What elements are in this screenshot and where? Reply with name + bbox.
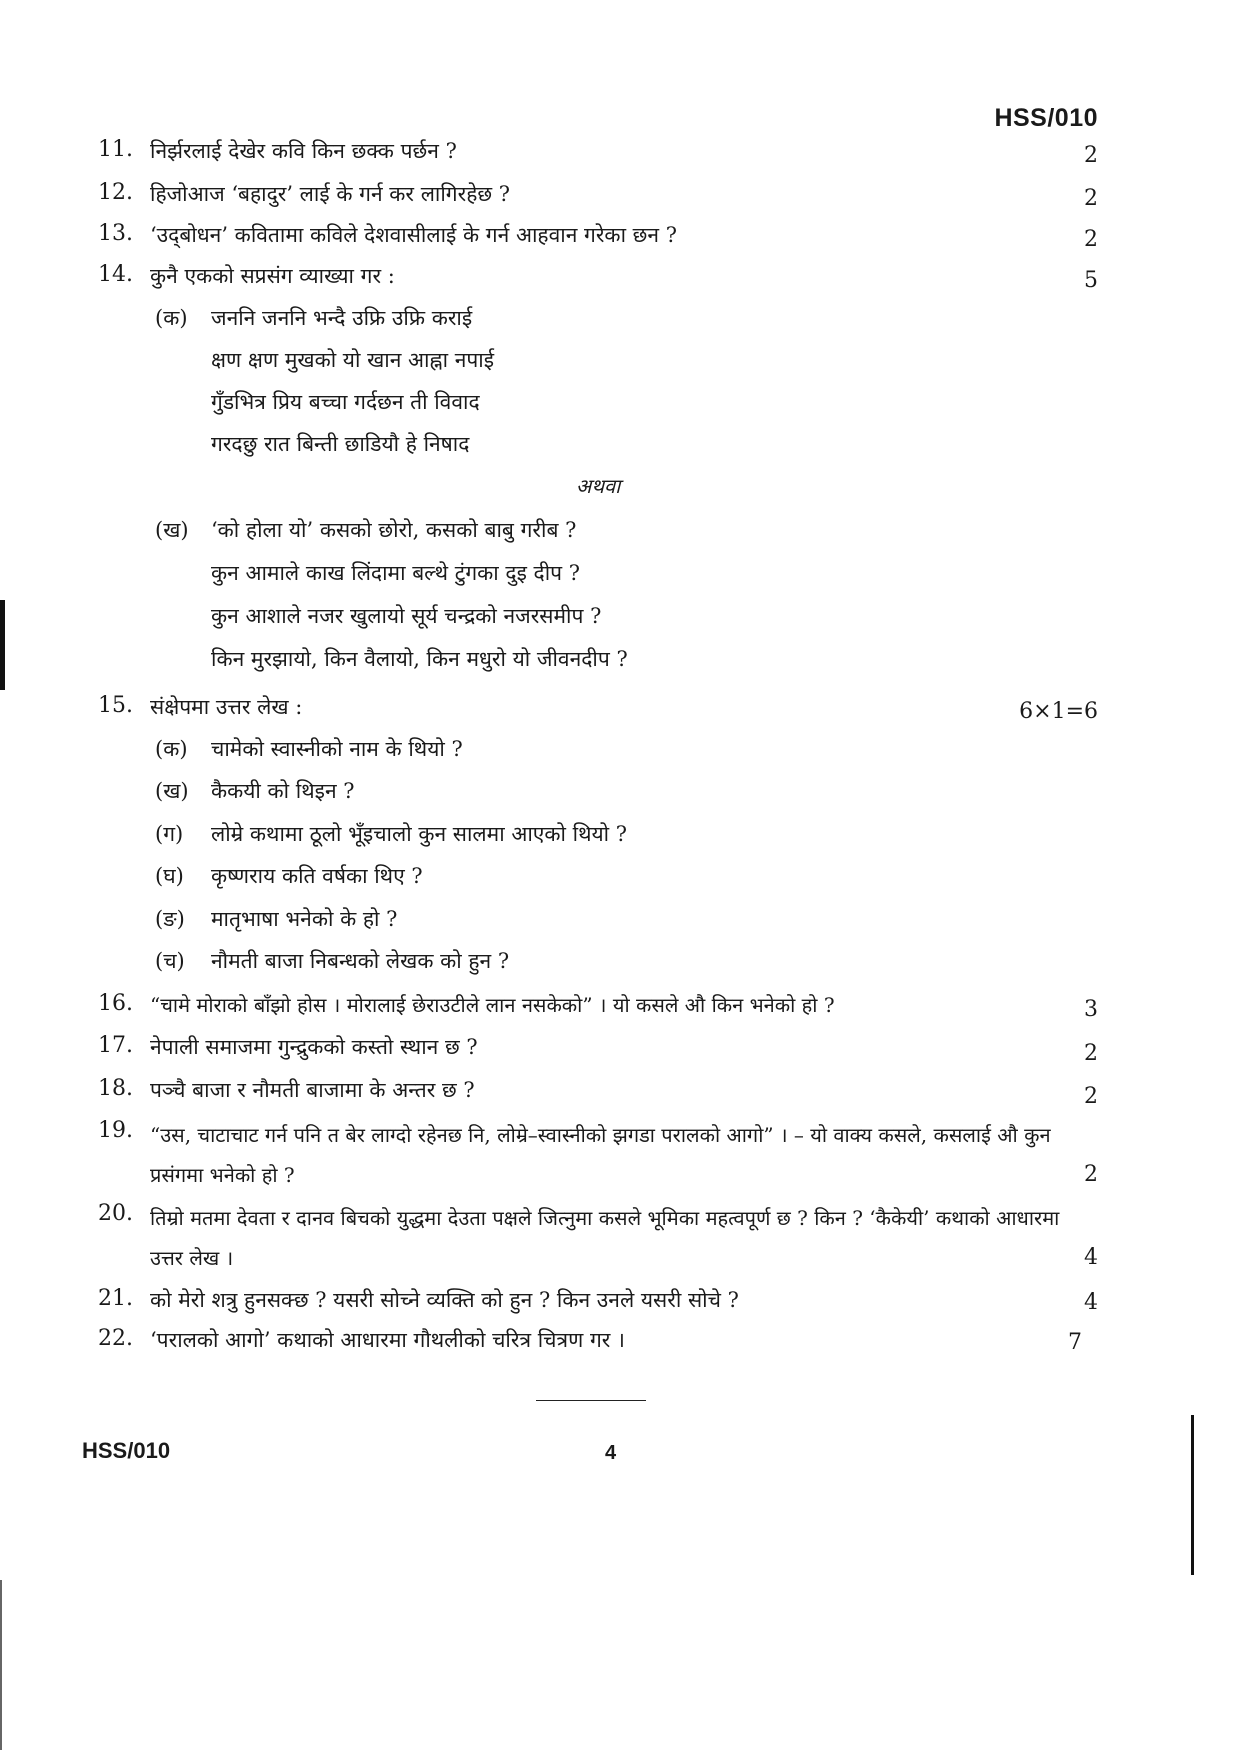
question-text: पञ्चै बाजा र नौमती बाजामा के अन्तर छ ? [150, 1078, 475, 1102]
question-14 [0, 259, 1240, 299]
question-marks: 2 [1084, 1084, 1098, 1109]
question-number: 19. [98, 1118, 133, 1143]
verse-line: कुन आमाले काख लिंदामा बल्थे टुंगका दुइ दीप ? [211, 561, 581, 585]
question-text: ‘उद्‌बोधन’ कवितामा कविले देशवासीलाई के गर्न आहवान गरेका छन ? [150, 223, 677, 247]
question-text: तिम्रो मतमा देवता र दानव बिचको युद्धमा देउता पक्षले जित्नुमा कसले भूमिका महत्वपूर्ण छ ? किन ? ‘कैकेयी’ कथाको आधारमा उत्तर लेख । [150, 1206, 1060, 1270]
question-text: ‘परालको आगो’ कथाको आधारमा गौथलीको चरित्र चित्रण गर । [150, 1328, 625, 1352]
question-19 [0, 1115, 1240, 1199]
question-marks: 2 [1084, 143, 1098, 168]
q15-sub-ga [155, 818, 1055, 858]
q15-sub-kha [155, 775, 1055, 815]
question-22 [0, 1323, 1240, 1363]
question-number: 12. [98, 180, 133, 205]
paper-code-footer: HSS/010 [82, 1438, 171, 1463]
question-13 [0, 218, 1240, 258]
question-marks: 4 [1084, 1290, 1098, 1315]
question-number: 13. [98, 221, 133, 246]
scan-edge-mark [0, 1580, 2, 1750]
q15-sub-cha [155, 945, 1055, 985]
question-marks: 2 [1084, 1041, 1098, 1066]
question-number: 11. [98, 137, 133, 162]
end-rule [536, 1400, 646, 1401]
verse-line: गरदछु रात बिन्ती छाडियौ हे निषाद [211, 432, 470, 456]
question-number: 17. [98, 1033, 133, 1058]
option-label: (ङ) [155, 907, 185, 931]
sub-question-text: कैकयी को थिइन ? [211, 779, 355, 803]
question-marks: 6×1=6 [1019, 699, 1098, 724]
question-number: 14. [98, 262, 133, 287]
question-marks: 2 [1084, 1162, 1098, 1187]
or-separator: अथवा [576, 474, 621, 498]
question-text: “उस, चाटाचाट गर्न पनि त बेर लाग्दो रहेनछ नि, लोम्रे–स्वास्नीको झगडा परालको आगो” । – यो वाक्य कसले, कसलाई औ कुन प्रसंगमा भनेको हो ? [150, 1123, 1051, 1187]
question-number: 21. [98, 1286, 133, 1311]
sub-question-text: लोम्रे कथामा ठूलो भूँइचालो कुन सालमा आएको थियो ? [211, 822, 628, 846]
sub-question-text: चामेको स्वास्नीको नाम के थियो ? [211, 737, 463, 761]
question-number: 15. [98, 693, 133, 718]
option-label: (क) [155, 737, 188, 761]
question-marks: 4 [1084, 1245, 1098, 1270]
question-marks: 7 [1068, 1330, 1082, 1355]
question-text: “चामे मोराको बाँझो होस । मोरालाई छेराउटीले लान नसकेको” । यो कसले औ किन भनेको हो ? [150, 993, 835, 1017]
page-number: 4 [605, 1442, 617, 1464]
question-15 [0, 690, 1240, 730]
option-label: (घ) [155, 864, 184, 888]
question-number: 20. [98, 1201, 133, 1226]
question-21 [0, 1283, 1240, 1323]
q15-sub-gha [155, 860, 1055, 900]
option-label: (क) [155, 306, 188, 330]
paper-code-header: HSS/010 [994, 104, 1098, 132]
question-text: नेपाली समाजमा गुन्द्रुकको कस्तो स्थान छ ? [150, 1035, 478, 1059]
question-12 [0, 177, 1240, 217]
verse-line: किन मुरझायो, किन वैलायो, किन मधुरो यो जीवनदीप ? [211, 647, 628, 671]
question-number: 16. [98, 991, 133, 1016]
question-marks: 2 [1084, 227, 1098, 252]
sub-question-text: कृष्णराय कति वर्षका थिए ? [211, 864, 423, 888]
question-17 [0, 1030, 1240, 1070]
option-label: (ख) [155, 518, 189, 542]
question-marks: 3 [1084, 997, 1098, 1022]
question-11 [0, 134, 1240, 174]
question-number: 22. [98, 1326, 133, 1351]
question-text: कुनै एकको सप्रसंग व्याख्या गर : [150, 264, 395, 288]
question-text: निर्झरलाई देखेर कवि किन छक्क पर्छन ? [150, 139, 457, 163]
verse-line: ‘को होला यो’ कसको छोरो, कसको बाबु गरीब ? [211, 518, 577, 542]
question-number: 18. [98, 1076, 133, 1101]
verse-line: कुन आशाले नजर खुलायो सूर्य चन्द्रको नजरसमीप ? [211, 604, 602, 628]
question-marks: 5 [1084, 268, 1098, 293]
option-label: (ख) [155, 779, 189, 803]
option-label: (ग) [155, 822, 184, 846]
q15-sub-nga [155, 903, 1055, 943]
sub-question-text: नौमती बाजा निबन्धको लेखक को हुन ? [211, 949, 510, 973]
scan-edge-mark [0, 600, 5, 690]
sub-question-text: मातृभाषा भनेको के हो ? [211, 907, 398, 931]
option-label: (च) [155, 949, 185, 973]
verse-line: क्षण क्षण मुखको यो खान आह्ना नपाई [211, 348, 495, 372]
q15-sub-ka [155, 733, 1055, 773]
question-text: हिजोआज ‘बहादुर’ लाई के गर्न कर लागिरहेछ ? [150, 182, 511, 206]
question-16 [0, 988, 1240, 1028]
verse-line: गुँडभित्र प्रिय बच्चा गर्दछन ती विवाद [211, 390, 480, 414]
verse-line: जननि जननि भन्दै उफ्रि उफ्रि कराई [211, 306, 473, 330]
scan-edge-mark [1191, 1415, 1194, 1575]
question-18 [0, 1073, 1240, 1113]
question-text: को मेरो शत्रु हुनसक्छ ? यसरी सोच्ने व्यक्ति को हुन ? किन उनले यसरी सोचे ? [150, 1288, 739, 1312]
question-marks: 2 [1084, 186, 1098, 211]
question-text: संक्षेपमा उत्तर लेख : [150, 695, 303, 719]
question-20 [0, 1198, 1240, 1282]
